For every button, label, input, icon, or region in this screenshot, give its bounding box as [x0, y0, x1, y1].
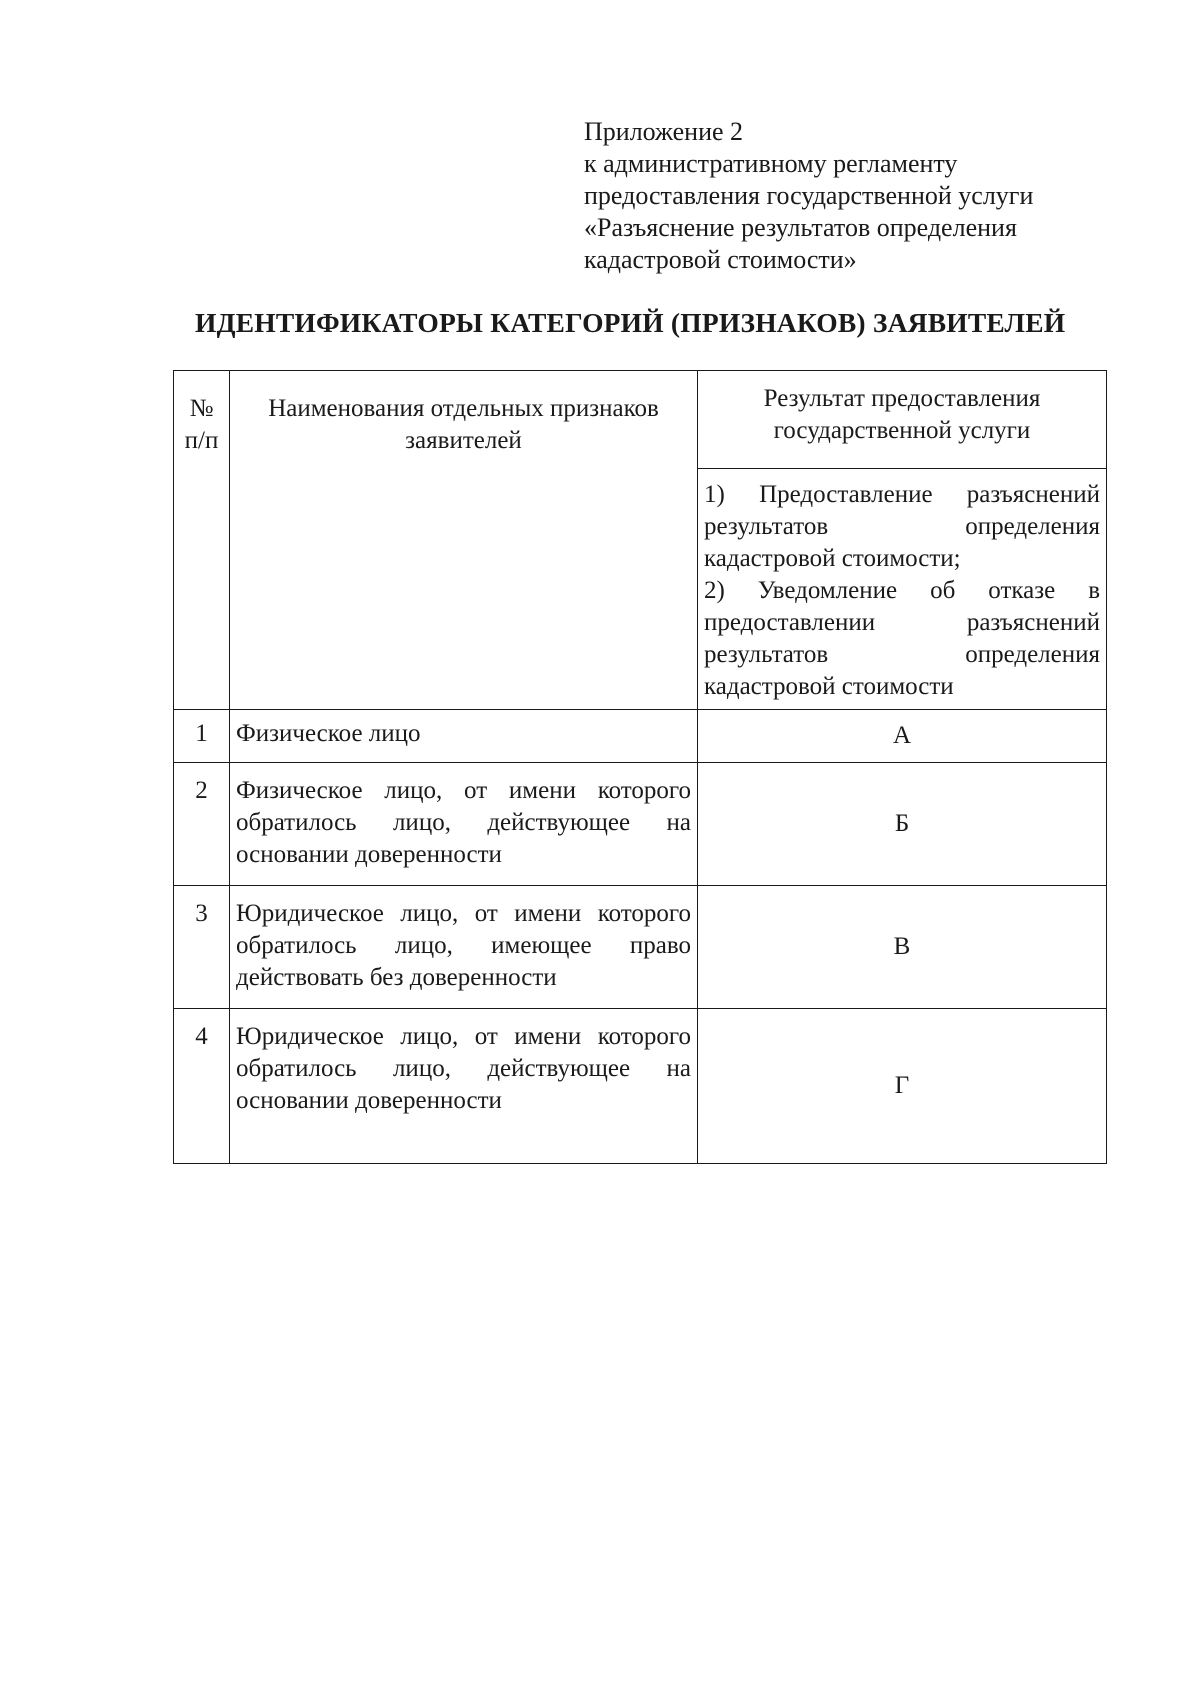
appendix-line: Приложение 2 — [584, 117, 744, 146]
table-row — [174, 1009, 1107, 1164]
appendix-header — [584, 116, 1033, 276]
row-number: 1 — [174, 710, 230, 763]
row-number: 2 — [174, 763, 230, 886]
row-name: Физическое лицо, от имени которого обратилось лицо, действующее на основании доверенности — [230, 763, 698, 886]
row-code: Г — [698, 1009, 1107, 1164]
row-name: Юридическое лицо, от имени которого обратилось лицо, имеющее право действовать без доверенности — [230, 886, 698, 1009]
appendix-line: кадастровой стоимости» — [584, 245, 857, 274]
result-option-1: 1) Предоставление разъяснений результатов определения кадастровой стоимости; — [704, 481, 1100, 572]
appendix-line: предоставления государственной услуги — [584, 181, 1034, 210]
document-title: ИДЕНТИФИКАТОРЫ КАТЕГОРИЙ (ПРИЗНАКОВ) ЗАЯВИТЕЛЕЙ — [195, 307, 1066, 338]
row-number: 3 — [174, 886, 230, 1009]
header-result-description — [698, 469, 1107, 710]
result-option-2: 2) Уведомление об отказе в предоставлении разъяснений результатов определения кадастровой стоимости — [704, 577, 1100, 700]
table-row — [174, 886, 1107, 1009]
table-header-row — [174, 371, 1107, 469]
table-row — [174, 763, 1107, 886]
table-row — [174, 710, 1107, 763]
applicant-identifiers-table — [173, 370, 1107, 1164]
appendix-line: «Разъяснение результатов определения — [584, 213, 1017, 242]
row-name: Юридическое лицо, от имени которого обратилось лицо, действующее на основании доверенности — [230, 1009, 698, 1164]
header-name: Наименования отдельных признаков заявителей — [230, 371, 698, 710]
row-number: 4 — [174, 1009, 230, 1164]
header-result: Результат предоставления государственной услуги — [698, 371, 1107, 469]
row-name: Физическое лицо — [230, 710, 698, 763]
row-code: В — [698, 886, 1107, 1009]
appendix-line: к административному регламенту — [584, 149, 958, 178]
row-code: А — [698, 710, 1107, 763]
row-code: Б — [698, 763, 1107, 886]
header-number: № п/п — [174, 371, 230, 710]
